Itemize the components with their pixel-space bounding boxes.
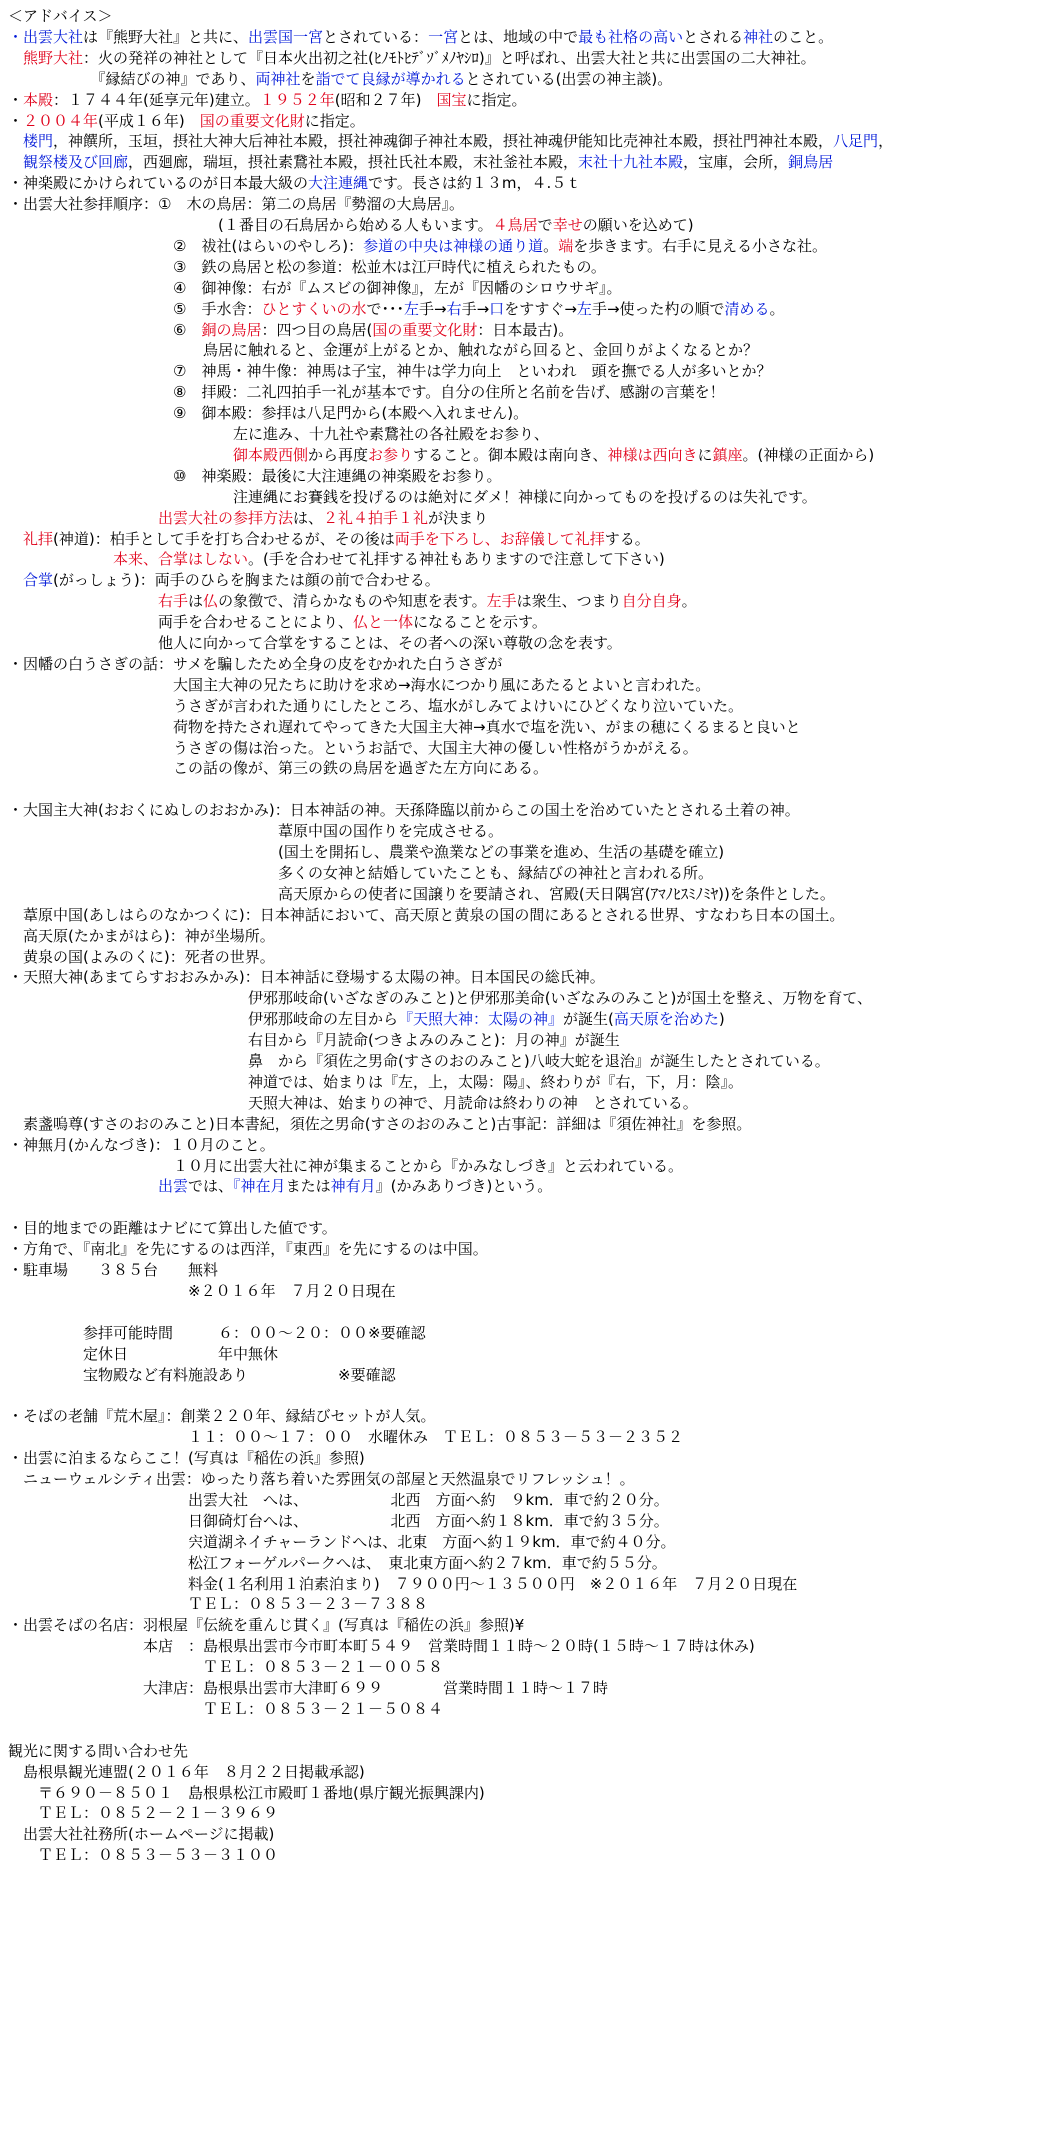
text-line: [8, 717, 801, 737]
text-segment: ・目的地までの距離はナビにて算出した値です。: [8, 1219, 337, 1238]
text-segment: 伊邪那岐命(いざなぎのみこと)と伊邪那美命(いざなみのみこと)が国土を整え、万物を育て、: [8, 989, 873, 1008]
text-line: [8, 1553, 667, 1573]
text-segment: 清める: [724, 299, 770, 318]
text-line: [8, 1260, 218, 1280]
text-line: [8, 361, 771, 381]
text-segment: 伊邪那岐命の左目から: [8, 1010, 399, 1029]
text-line: [8, 529, 650, 549]
text-segment: 黄泉の国(よみのくに)：死者の世界。: [8, 947, 275, 966]
text-line: [8, 173, 581, 193]
text-segment: を: [300, 69, 316, 88]
text-line: [8, 194, 464, 214]
text-line: [8, 1323, 426, 1343]
text-line: [8, 1783, 485, 1803]
text-segment: ひとすくいの水: [261, 299, 367, 318]
text-segment: 国宝: [436, 90, 467, 109]
text-segment: 幸せ: [552, 216, 583, 234]
text-segment: 神有月: [330, 1177, 376, 1196]
text-segment: ・天照大神(あまてらすおおみかみ)：日本神話に登場する太陽の神。日本国民の総氏神。: [8, 968, 605, 987]
text-segment: 自分自身: [621, 592, 682, 611]
text-segment: 楼門: [23, 132, 54, 151]
text-segment: 本殿: [23, 90, 54, 109]
text-segment: 素盞嗚尊(すさのおのみこと)日本書紀，須佐之男命(すさのおのみこと)古事記：詳細は『須佐神社』を参照。: [8, 1114, 752, 1133]
text-segment: を歩きます。右手に見える小さな社。: [573, 236, 828, 255]
text-line: [8, 988, 872, 1008]
text-segment: 銅鳥居: [788, 153, 834, 172]
text-segment: ・因幡の白うさぎの話：サメを騙したため全身の皮をむかれた白うさぎが: [8, 654, 503, 673]
text-segment: になることを示す。: [413, 613, 547, 632]
text-segment: をすすぐ→: [504, 299, 577, 318]
text-segment: は『熊野大社』と共に、: [83, 27, 249, 46]
text-segment: ＴＥＬ：０８５３－２１－５０８４: [8, 1699, 444, 1718]
text-segment: のこと。: [773, 27, 834, 46]
text-line: [8, 1135, 275, 1155]
text-segment: [8, 550, 113, 568]
text-segment: 『神在月: [233, 1177, 286, 1196]
text-segment: 詣でて: [315, 69, 361, 88]
text-line: [8, 299, 785, 319]
text-segment: １０月に出雲大社に神が集まることから『かみなしづき』と云われている。: [8, 1156, 684, 1175]
text-segment: 』(かみありづき)という。: [375, 1177, 553, 1196]
text-segment: 宝物殿など有料施設あり ※要確認: [8, 1365, 396, 1384]
text-segment: 『縁結びの神』であり、: [8, 69, 256, 88]
text-line: [8, 863, 713, 883]
text-line: [8, 1051, 830, 1071]
text-line: [8, 758, 548, 778]
text-segment: または: [285, 1177, 331, 1196]
text-segment: 御本殿西側: [233, 445, 309, 464]
text-line: [8, 1532, 676, 1552]
text-segment: ・出雲大社: [8, 27, 84, 46]
text-line: [8, 1594, 428, 1614]
text-segment: 多くの女神と結婚していたことも、縁結びの神社と言われる所。: [8, 863, 714, 882]
text-segment: 高天原(たかまがはら)：神が坐場所。: [8, 926, 275, 945]
text-segment: で: [537, 216, 553, 234]
text-line: [8, 1469, 635, 1489]
text-segment: 。(神様の正面から): [742, 445, 875, 464]
text-line: [8, 1678, 608, 1698]
text-line: [8, 1741, 188, 1761]
text-segment: から再度: [308, 445, 369, 464]
text-line: [8, 131, 893, 151]
text-segment: に: [697, 445, 713, 464]
text-segment: 両手を下ろし、お辞儀して礼拝: [394, 529, 605, 548]
text-line: [8, 549, 665, 569]
text-segment: ：１７４４年(延享元年)建立。: [53, 90, 260, 109]
text-segment: は: [188, 592, 204, 611]
text-segment: この話の像が、第三の鉄の鳥居を過ぎた左方向にある。: [8, 759, 549, 778]
text-line: [8, 1699, 443, 1719]
text-segment: 右目から『月読命(つきよみのみこと)：月の神』が誕生: [8, 1031, 620, 1050]
text-line: [8, 1156, 683, 1176]
text-line: [8, 1824, 274, 1844]
text-line: [8, 1427, 683, 1447]
text-line: [8, 1030, 620, 1050]
text-segment: 日御碕灯台へは、 北西 方面へ約１８km．車で約３５分。: [8, 1511, 669, 1530]
text-segment: 仏: [203, 592, 219, 611]
text-segment: 左手: [486, 592, 517, 611]
text-segment: 参拝可能時間 ６：００～２０：００※要確認: [8, 1323, 426, 1342]
text-segment: 礼拝: [23, 529, 54, 548]
text-line: [8, 1114, 751, 1134]
text-segment: ニューウェルシティ出雲：ゆったり落ち着いた雰囲気の部屋と天然温泉でリフレッシュ！。: [8, 1470, 635, 1488]
text-segment: ２００４年: [23, 111, 99, 130]
text-segment: ・出雲に泊まるならここ！(写真は『稲佐の浜』参照): [8, 1449, 365, 1468]
text-segment: [8, 153, 23, 171]
text-segment: １９５２年: [259, 90, 335, 109]
text-line: [8, 1344, 278, 1364]
text-line: [8, 257, 606, 277]
text-segment: 大注連縄: [308, 174, 369, 193]
text-segment: とされている：: [323, 27, 429, 46]
text-line: [8, 445, 874, 465]
text-segment: 。: [769, 299, 785, 318]
text-segment: 参道の中央は神様の通り道: [363, 236, 544, 255]
text-line: [8, 90, 527, 110]
text-segment: ，宝庫，会所，: [683, 153, 789, 172]
text-segment: に指定。: [304, 111, 365, 130]
text-segment: 観祭楼及び回廊: [23, 153, 129, 172]
text-segment: ：日本最古)。: [477, 320, 574, 339]
text-segment: 高天原からの使者に国譲りを要請され、宮殿(天日隅宮(ｱﾏﾉﾋｽﾐﾉﾐﾔ))を条件とした。: [8, 884, 835, 903]
text-segment: ：四つ目の鳥居(: [261, 320, 373, 339]
text-segment: 本店 ：島根県出雲市今市町本町５４９ 営業時間１１時～２０時(１５時～１７時は休み): [8, 1637, 755, 1656]
text-line: [8, 1490, 669, 1510]
text-segment: ・方角で、『南北』を先にするのは西洋，『東西』を先にするのは中国。: [8, 1240, 488, 1259]
text-segment: ＴＥＬ：０８５３－２１－００５８: [8, 1658, 444, 1677]
text-segment: とは、地域の中で: [458, 27, 579, 46]
text-line: [8, 1072, 743, 1092]
text-line: [8, 1636, 755, 1656]
text-segment: 鳥居に触れると、金運が上がるとか、触れながら回ると、金回りがよくなるとか？: [8, 341, 759, 360]
text-segment: [8, 571, 23, 589]
text-segment: 他人に向かって合掌をすることは、その者への深い尊敬の念を表す。: [8, 634, 622, 652]
text-segment: [8, 592, 158, 610]
text-line: [8, 6, 113, 26]
text-segment: が決まり: [428, 508, 489, 527]
text-line: [8, 1762, 365, 1782]
text-segment: ・神無月(かんなづき)：１０月のこと。: [8, 1135, 275, 1154]
text-segment: (平成１６年): [98, 111, 200, 130]
text-segment: 左: [403, 299, 419, 318]
text-segment: ，神饌所，玉垣，摂社大神大后神社本殿，摂社神魂御子神社本殿，摂社神魂伊能知比売神社本殿，摂社門神社本殿，: [53, 132, 834, 151]
text-segment: 両手を合わせることにより、: [8, 613, 354, 632]
text-segment: は衆生、つまり: [516, 592, 622, 611]
text-segment: 仏と一体: [353, 613, 414, 632]
text-segment: ４鳥居: [492, 216, 538, 234]
text-segment: ・: [8, 90, 24, 109]
text-line: [8, 278, 621, 298]
text-segment: うさぎの傷は治った。というお話で、大国主大神の優しい性格がうかがえる。: [8, 738, 698, 757]
text-segment: 最も社格の高い: [578, 27, 684, 46]
text-segment: ⑨ 御本殿：参拝は八足門から(本殿へ入れません)。: [8, 404, 529, 423]
text-segment: [8, 132, 23, 150]
text-segment: ⑩ 神楽殿：最後に大注連縄の神楽殿をお参り。: [8, 466, 502, 485]
text-segment: 神道では、始まりは『左，上，太陽：陽』、終わりが『右，下，月：陰』。: [8, 1072, 744, 1091]
text-segment: ⑥: [8, 320, 202, 339]
text-line: [8, 821, 503, 841]
text-segment: が誕生(: [563, 1010, 614, 1029]
text-segment: ，: [878, 132, 894, 151]
text-segment: ② 祓社(はらいのやしろ)：: [8, 236, 364, 255]
text-segment: (神道)：柏手として手を打ち合わせるが、その後は: [53, 529, 395, 548]
text-segment: ・大国主大神(おおくにぬしのおおかみ)：日本神話の神。天孫降臨以前からこの国土を治めていたとされる土着の神。: [8, 801, 800, 820]
text-line: [8, 696, 743, 716]
text-segment: 左: [576, 299, 592, 318]
text-segment: 一宮: [428, 27, 459, 46]
text-line: [8, 926, 275, 946]
text-segment: 観光に関する問い合わせ先: [8, 1741, 189, 1760]
text-segment: ): [718, 1010, 725, 1029]
text-line: [8, 1657, 443, 1677]
text-line: [8, 1218, 337, 1238]
text-segment: 。: [543, 236, 559, 255]
text-segment: 。(手を合わせて礼拝する神社もありますので注意して下さい): [248, 550, 665, 569]
text-segment: 鼻 から『須佐之男命(すさのおのみこと)八岐大蛇を退治』が誕生したとされている。: [8, 1052, 830, 1070]
text-segment: に指定。: [466, 90, 527, 109]
text-line: [8, 111, 365, 131]
text-line: [8, 905, 844, 925]
text-segment: 出雲大社社務所(ホームページに掲載): [8, 1825, 275, 1844]
text-segment: 大国主大神の兄たちに助けを求め→海水につかり風にあたるとよいと言われた。: [8, 675, 711, 694]
text-line: [8, 1176, 552, 1196]
text-line: [8, 654, 502, 674]
text-segment: ⑤ 手水舎：: [8, 299, 262, 318]
text-line: [8, 1406, 436, 1426]
text-segment: 。: [681, 592, 697, 611]
text-segment: 国の重要文化財: [199, 111, 305, 130]
text-segment: は、: [293, 508, 324, 527]
text-segment: 松江フォーゲルパークへは、 東北東方面へ約２７km．車で約５５分。: [8, 1553, 667, 1572]
text-line: [8, 27, 833, 47]
text-segment: [8, 1177, 158, 1195]
text-line: [8, 1093, 698, 1113]
text-segment: で･･･: [366, 299, 404, 318]
text-segment: 出雲: [158, 1177, 189, 1196]
text-line: [8, 1239, 488, 1259]
text-segment: では、: [188, 1177, 234, 1196]
text-segment: 右手: [158, 592, 189, 611]
text-segment: ※２０１６年 ７月２０日現在: [8, 1281, 396, 1300]
text-line: [8, 508, 488, 528]
text-segment: 葦原中国(あしはらのなかつくに)：日本神話において、高天原と黄泉の国の間にあるとされる世界、すなわち日本の国土。: [8, 905, 845, 924]
text-line: [8, 1615, 524, 1635]
text-segment: の象徴で、清らかなものや知恵を表す。: [218, 592, 487, 611]
text-segment: ・駐車場 ３８５台 無料: [8, 1261, 219, 1279]
text-segment: (国土を開拓し、農業や漁業などの事業を進め、生活の基礎を確立): [8, 843, 725, 861]
text-segment: お参り: [368, 445, 414, 464]
text-segment: 八足門: [833, 132, 879, 151]
text-segment: 熊野大社: [8, 48, 84, 67]
text-segment: 出雲大社 へは、 北西 方面へ約 ９km．車で約２０分。: [8, 1490, 669, 1509]
text-line: [8, 1365, 396, 1385]
text-line: [8, 1574, 797, 1594]
text-line: [8, 487, 817, 507]
text-segment: [8, 446, 233, 464]
text-line: [8, 1845, 278, 1865]
text-line: [8, 947, 275, 967]
text-line: [8, 570, 440, 590]
text-segment: 島根県観光連盟(２０１６年 ８月２２日掲載承認): [8, 1762, 365, 1781]
text-segment: ③ 鉄の鳥居と松の参道：松並木は江戸時代に植えられたもの。: [8, 257, 606, 276]
text-segment: ・神楽殿にかけられているのが日本最大級の: [8, 174, 309, 193]
text-line: [8, 633, 622, 653]
text-segment: 両神社: [255, 69, 301, 88]
text-segment: 鎮座: [712, 445, 743, 464]
text-segment: 神社: [743, 27, 774, 46]
text-segment: 出雲大社の参拝方法: [158, 508, 294, 527]
text-segment: 銅の鳥居: [201, 320, 262, 339]
text-line: [8, 236, 827, 256]
text-segment: 葦原中国の国作りを完成させる。: [8, 822, 504, 841]
text-line: [8, 612, 547, 632]
text-segment: 口: [489, 299, 505, 318]
text-segment: 定休日 年中無休: [8, 1344, 279, 1363]
text-segment: 手→: [419, 299, 447, 318]
text-line: [8, 1803, 278, 1823]
text-line: [8, 152, 833, 172]
text-line: [8, 842, 724, 862]
text-line: [8, 69, 672, 89]
text-segment: ⑦ 神馬・神牛像：神馬は子宝，神牛は学力向上 といわれ 頭を撫でる人が多いとか？: [8, 362, 772, 381]
text-segment: 大津店：島根県出雲市大津町６９９ 営業時間１１時～１７時: [8, 1679, 609, 1697]
text-line: [8, 800, 800, 820]
text-segment: 末社十九社本殿: [578, 153, 684, 172]
text-segment: ：火の発祥の神社として『日本火出初之社(ﾋﾉﾓﾄﾋﾃﾞｿﾞﾒﾉﾔｼﾛ)』と呼ばれ、出雲大社と共に出雲国の二大神社。: [83, 48, 816, 67]
text-segment: 手→使った杓の順で: [591, 299, 725, 318]
text-line: [8, 967, 605, 987]
text-segment: ・出雲そばの名店：羽根屋『伝統を重んじ貫く』(写真は『稲佐の浜』参照)¥: [8, 1616, 525, 1635]
text-line: [8, 1448, 365, 1468]
text-segment: １１：００～１７：００ 水曜休み ＴＥＬ：０８５３－５３－２３５２: [8, 1428, 684, 1447]
text-segment: うさぎが言われた通りにしたところ、塩水がしみてよけいにひどくなり泣いていた。: [8, 696, 744, 715]
text-segment: とされる: [683, 27, 744, 46]
text-segment: とされている(出雲の神主談)。: [465, 69, 673, 88]
text-segment: の願いを込めて): [582, 216, 694, 234]
text-segment: ２礼４拍手１礼: [323, 508, 429, 527]
text-line: [8, 1511, 669, 1531]
text-line: [8, 382, 725, 402]
text-segment: 天照大神は、始まりの神で、月読命は終わりの神 とされている。: [8, 1093, 698, 1112]
text-segment: (１番目の石鳥居から始める人もいます。: [8, 216, 493, 234]
text-line: [8, 48, 816, 68]
text-segment: 合掌: [23, 571, 54, 590]
text-segment: 国の重要文化財: [372, 320, 478, 339]
text-segment: すること。御本殿は南向き、: [413, 445, 608, 464]
text-segment: ＴＥＬ：０８５３－２３－７３８８: [8, 1595, 429, 1614]
text-segment: ・そばの老舗『荒木屋』：創業２２０年、縁結びセットが人気。: [8, 1407, 436, 1426]
text-segment: 『天照大神：太陽の神』: [398, 1010, 564, 1029]
text-segment: 端: [558, 236, 574, 255]
text-segment: 出雲国一宮: [248, 27, 324, 46]
text-segment: です。長さは約１３m，４.５ｔ: [368, 174, 582, 193]
text-segment: 手→: [461, 299, 490, 318]
text-segment: 荷物を持たされ遅れてやってきた大国主大神→真水で塩を洗い、がまの穂にくるまると良いと: [8, 717, 801, 736]
text-segment: 宍道湖ネイチャーランドへは、北東 方面へ約１９km．車で約４０分。: [8, 1532, 676, 1551]
text-line: [8, 466, 501, 486]
text-segment: ④ 御神像：右が『ムスビの御神像』，左が『因幡のシロウサギ』。: [8, 278, 622, 297]
text-segment: する。: [604, 529, 650, 548]
text-segment: ，西廻廊，瑞垣，摂社素鵞社本殿，摂社氏社本殿，末社釜社本殿，: [128, 153, 579, 172]
text-segment: 右: [446, 299, 462, 318]
text-segment: ・出雲大社参拝順序：① 木の鳥居：第二の鳥居『勢溜の大鳥居』。: [8, 195, 464, 214]
text-segment: ＜アドバイス＞: [8, 7, 113, 25]
text-line: [8, 738, 698, 758]
text-segment: 注連縄にお賽銭を投げるのは絶対にダメ！神様に向かってものを投げるのは失礼です。: [8, 487, 817, 506]
text-segment: [8, 530, 23, 548]
text-segment: (昭和２７年): [334, 90, 437, 109]
text-segment: 〒６９０－８５０１ 島根県松江市殿町１番地(県庁観光振興課内): [8, 1783, 485, 1802]
text-line: [8, 884, 835, 904]
text-segment: ＴＥＬ：０８５２－２１－３９６９: [8, 1804, 279, 1823]
text-segment: 本来、合掌はしない: [113, 550, 249, 569]
text-segment: 料金(１名利用１泊素泊まり) ７９００円～１３５００円 ※２０１６年 ７月２０日現在: [8, 1574, 798, 1593]
text-line: [8, 1281, 396, 1301]
text-line: [8, 424, 549, 444]
text-segment: 高天原を治めた: [613, 1010, 719, 1029]
text-segment: [8, 509, 158, 527]
text-segment: (がっしょう)：両手のひらを胸または顔の前で合わせる。: [53, 571, 440, 590]
text-line: [8, 403, 528, 423]
text-segment: ・: [8, 111, 24, 130]
text-segment: 左に進み、十九社や素鵞社の各社殿をお参り、: [8, 425, 549, 443]
text-line: [8, 340, 758, 360]
text-segment: 良縁が導かれる: [360, 69, 466, 88]
text-segment: 神様は西向き: [607, 445, 698, 464]
text-line: [8, 1009, 725, 1029]
text-line: [8, 320, 573, 340]
text-line: [8, 591, 697, 611]
text-segment: ＴＥＬ：０８５３－５３－３１００: [8, 1846, 279, 1865]
text-line: [8, 215, 694, 235]
text-line: [8, 675, 710, 695]
text-segment: ⑧ 拝殿：二礼四拍手一礼が基本です。自分の住所と名前を告げ、感謝の言葉を！: [8, 383, 725, 402]
